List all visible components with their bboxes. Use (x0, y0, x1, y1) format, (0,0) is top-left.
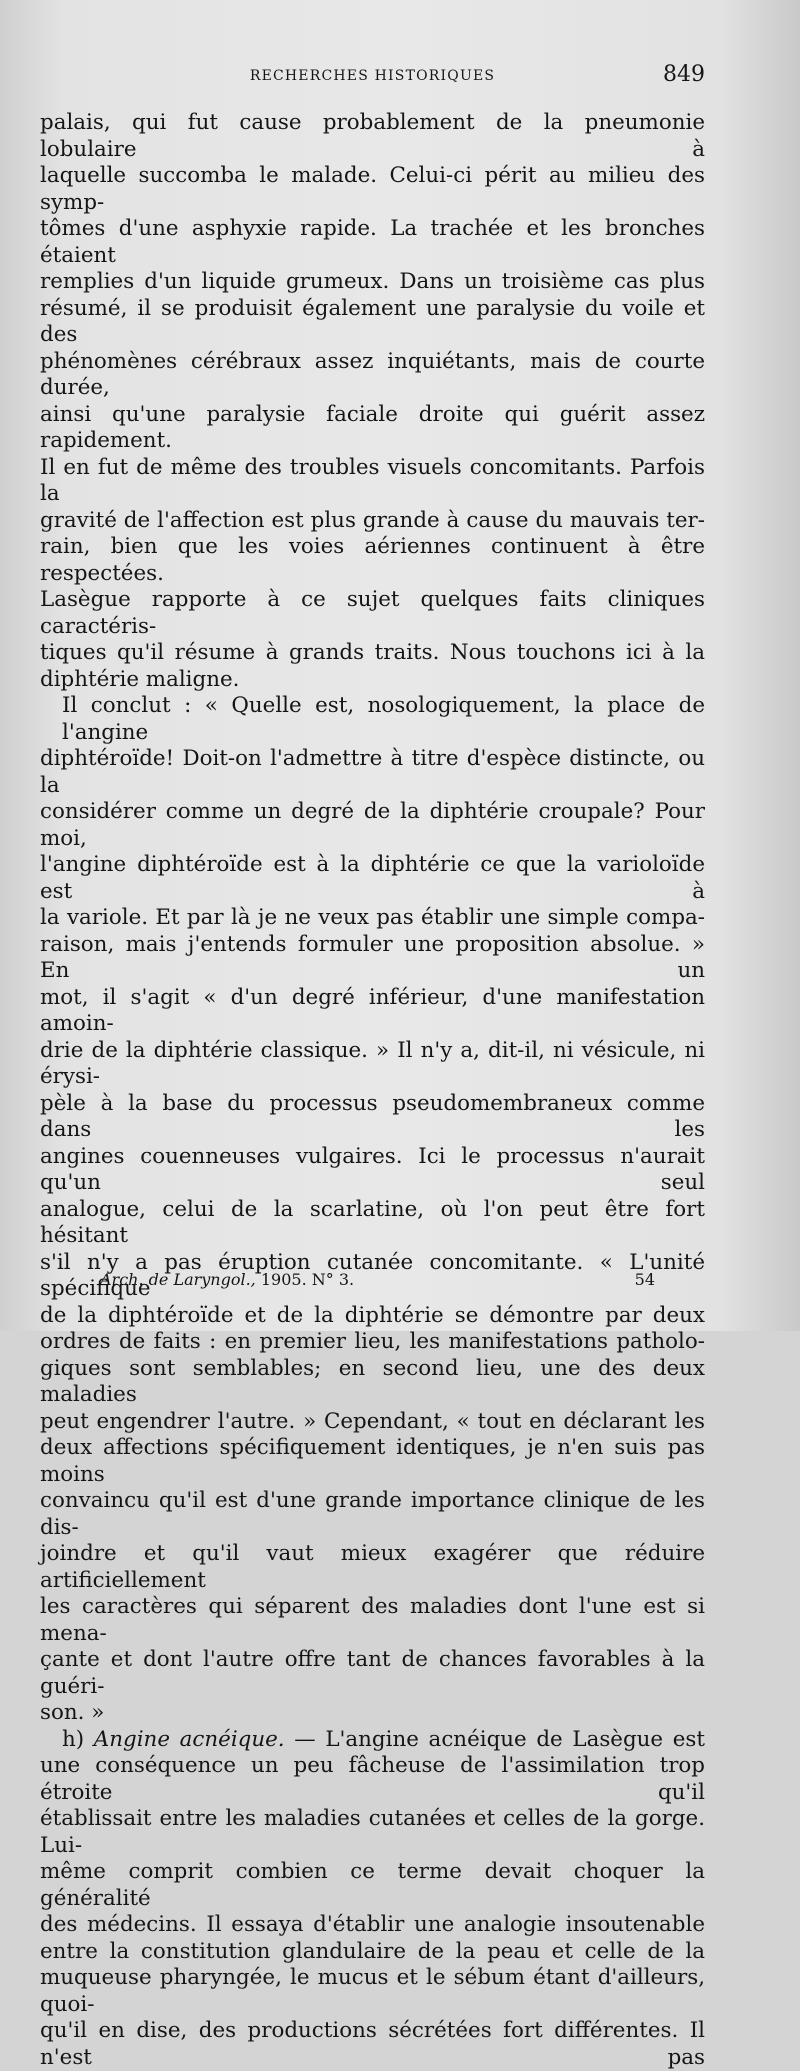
text-line: qu'il en dise, des productions sécrétées fort différentes. Il n'est pas (40, 2018, 705, 2071)
text-line: tômes d'une asphyxie rapide. La trachée et les bronches étaient (40, 216, 705, 269)
text-line: remplies d'un liquide grumeux. Dans un troisième cas plus (40, 269, 705, 296)
text-line: rain, bien que les voies aériennes continuent à être respectées. (40, 534, 705, 587)
text-line: deux affections spécifiquement identiques, je n'en suis pas moins (40, 1435, 705, 1488)
section-title: Angine acnéique. (94, 1727, 285, 1752)
text-line: entre la constitution glandulaire de la peau et celle de la (40, 1939, 705, 1966)
paragraph-3 (40, 1727, 705, 2071)
text-line: angines couenneuses vulgaires. Ici le processus n'aurait qu'un seul (40, 1144, 705, 1197)
text-line: Lasègue rapporte à ce sujet quelques faits cliniques caractéris- (40, 587, 705, 640)
text-line: ainsi qu'une paralysie faciale droite qui guérit assez rapidement. (40, 402, 705, 455)
paragraph-2 (40, 693, 705, 1727)
text-line: pèle à la base du processus pseudomembraneux comme dans les (40, 1091, 705, 1144)
section-lead-text: — L'angine acnéique de Lasègue est (294, 1727, 705, 1752)
text-line: s'il n'y a pas éruption cutanée concomitante. « L'unité spécifique (40, 1250, 705, 1303)
text-line: la variole. Et par là je ne veux pas établir une simple compa- (40, 905, 705, 932)
text-line: diphtérie maligne. (40, 667, 705, 694)
signature-mark: 54 (635, 1270, 655, 1289)
text-line: phénomènes cérébraux assez inquiétants, mais de courte durée, (40, 349, 705, 402)
page-footer (100, 1270, 655, 1296)
body-text (40, 110, 705, 2071)
text-line: çante et dont l'autre offre tant de chances favorables à la guéri- (40, 1647, 705, 1700)
text-line: tiques qu'il résume à grands traits. Nous touchons ici à la (40, 640, 705, 667)
section-label: h) (62, 1727, 84, 1752)
text-line: convaincu qu'il est d'une grande importance clinique de les dis- (40, 1488, 705, 1541)
text-line: les caractères qui séparent des maladies dont l'une est si mena- (40, 1594, 705, 1647)
text-line: analogue, celui de la scarlatine, où l'on peut être fort hésitant (40, 1197, 705, 1250)
text-line: Il conclut : « Quelle est, nosologiquement, la place de l'angine (40, 693, 705, 746)
text-line: drie de la diphtérie classique. » Il n'y a, dit-il, ni vésicule, ni érysi- (40, 1038, 705, 1091)
text-line: établissait entre les maladies cutanées et celles de la gorge. Lui- (40, 1806, 705, 1859)
text-line: raison, mais j'entends formuler une proposition absolue. » En un (40, 932, 705, 985)
text-line: de la diphtéroïde et de la diphtérie se démontre par deux (40, 1303, 705, 1330)
journal-issue: 1905. N° 3. (261, 1270, 354, 1289)
journal-name: Arch. de Laryngol., (100, 1270, 256, 1289)
text-line: diphtéroïde! Doit-on l'admettre à titre d'espèce distincte, ou la (40, 746, 705, 799)
text-line: palais, qui fut cause probablement de la pneumonie lobulaire à (40, 110, 705, 163)
page-number: 849 (663, 62, 705, 87)
text-line: son. » (40, 1700, 705, 1727)
text-line: l'angine diphtéroïde est à la diphtérie ce que la varioloïde est à (40, 852, 705, 905)
text-line: Il en fut de même des troubles visuels concomitants. Parfois la (40, 455, 705, 508)
text-line: des médecins. Il essaya d'établir une analogie insoutenable (40, 1912, 705, 1939)
text-line: laquelle succomba le malade. Celui-ci périt au milieu des symp- (40, 163, 705, 216)
page-header (40, 60, 705, 94)
footer-citation (100, 1270, 354, 1289)
text-line: joindre et qu'il vaut mieux exagérer que réduire artificiellement (40, 1541, 705, 1594)
text-line: même comprit combien ce terme devait choquer la généralité (40, 1859, 705, 1912)
text-line: mot, il s'agit « d'un degré inférieur, d'une manifestation amoin- (40, 985, 705, 1038)
text-line: muqueuse pharyngée, le mucus et le sébum étant d'ailleurs, quoi- (40, 1965, 705, 2018)
text-line: ordres de faits : en premier lieu, les manifestations patholo- (40, 1329, 705, 1356)
text-line: une conséquence un peu fâcheuse de l'assimilation trop étroite qu'il (40, 1753, 705, 1806)
paragraph-1 (40, 110, 705, 693)
text-line: gravité de l'affection est plus grande à cause du mauvais ter- (40, 508, 705, 535)
text-line: considérer comme un degré de la diphtérie croupale? Pour moi, (40, 799, 705, 852)
text-line: giques sont semblables; en second lieu, une des deux maladies (40, 1356, 705, 1409)
text-line: résumé, il se produisit également une paralysie du voile et des (40, 296, 705, 349)
running-head: RECHERCHES HISTORIQUES (40, 68, 705, 84)
text-line: peut engendrer l'autre. » Cependant, « tout en déclarant les (40, 1409, 705, 1436)
section-heading-line (40, 1727, 705, 1754)
